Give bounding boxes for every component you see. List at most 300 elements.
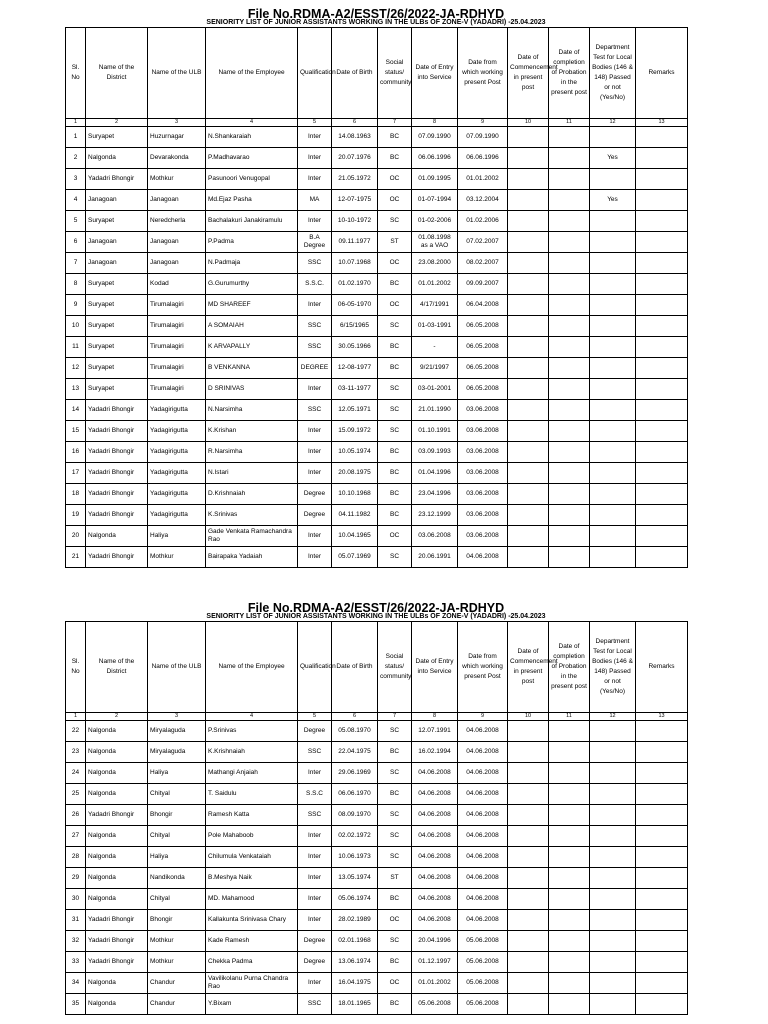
table-cell: 04.06.2008 [458,826,508,847]
column-header: Date of Birth [332,28,378,119]
table-cell: Mathangi Anjaiah [206,763,298,784]
table-cell: BC [378,442,412,463]
table-cell [549,148,590,169]
table-cell [508,994,549,1015]
table-cell: 07.02.2007 [458,232,508,253]
table-cell: 06.05.2008 [458,358,508,379]
column-header: Name of the District [86,622,148,713]
table-cell: N.Istari [206,463,298,484]
table-cell [590,232,636,253]
table-cell: 15.09.1972 [332,421,378,442]
table-cell [508,463,549,484]
table-cell: Yes [590,148,636,169]
table-cell [590,484,636,505]
table-cell: Inter [298,973,332,994]
table-cell: Md.Ejaz Pasha [206,190,298,211]
table-row [66,526,688,547]
table-cell: Bachalakuri Janakiramulu [206,211,298,232]
table-row [66,295,688,316]
table-cell: Yadagirigutta [148,421,206,442]
table-cell: 9 [66,295,86,316]
table-cell: Inter [298,547,332,568]
table-cell: BC [378,463,412,484]
table-cell: T. Saidulu [206,784,298,805]
table-cell [636,742,688,763]
column-header: Name of the ULB [148,622,206,713]
table-cell: MD SHAREEF [206,295,298,316]
table-row [66,952,688,973]
table-cell [549,253,590,274]
table-cell: Janagoan [86,190,148,211]
table-cell: Nalgonda [86,847,148,868]
table-row [66,547,688,568]
table-cell: Yadadri Bhongir [86,400,148,421]
table-cell: Chityal [148,889,206,910]
table-cell [590,973,636,994]
table-cell [636,274,688,295]
table-cell [636,169,688,190]
table-cell [590,442,636,463]
column-number: 1 [66,119,86,127]
table-cell [636,526,688,547]
table-cell: 01.01.2002 [458,169,508,190]
table-cell: 06.04.2008 [458,295,508,316]
table-cell: 18 [66,484,86,505]
table-cell: Mothkur [148,931,206,952]
table-cell: 01.10.1991 [412,421,458,442]
table-cell: 10.06.1973 [332,847,378,868]
column-number: 7 [378,713,412,721]
table-cell [590,931,636,952]
table-cell: Yes [590,190,636,211]
table-cell [549,169,590,190]
table-cell: 04.06.2008 [412,805,458,826]
table-cell [549,442,590,463]
table-cell: 05.06.2008 [458,931,508,952]
column-number: 9 [458,119,508,127]
table-cell [508,805,549,826]
table-cell: 24 [66,763,86,784]
table-cell: Degree [298,721,332,742]
table-cell [549,763,590,784]
table-cell: 23.04.1996 [412,484,458,505]
table-cell: 09.11.1977 [332,232,378,253]
table-cell: P.Padma [206,232,298,253]
table-cell: 20.07.1976 [332,148,378,169]
table-cell: 03.06.2008 [458,442,508,463]
table-cell: 01.01.2002 [412,274,458,295]
table-cell: 28 [66,847,86,868]
table-cell: Degree [298,952,332,973]
table-cell [549,910,590,931]
table-cell [549,190,590,211]
column-number-row [66,713,688,721]
table-cell: Nalgonda [86,784,148,805]
table-cell: 28.02.1989 [332,910,378,931]
table-cell [636,847,688,868]
table-cell: Haliya [148,847,206,868]
table-cell: Y.Bixam [206,994,298,1015]
table-cell: 04.06.2008 [412,889,458,910]
column-header: Date of completion of Probation in the present post [549,622,590,713]
table-cell: 01.01.2002 [412,973,458,994]
table-cell: Gade Venkata Ramachandra Rao [206,526,298,547]
table-cell [549,127,590,148]
table-cell: Miryalaguda [148,721,206,742]
table-cell: 01.04.1996 [412,463,458,484]
column-number: 13 [636,713,688,721]
table-cell: SSC [298,337,332,358]
table-cell: Inter [298,763,332,784]
table-cell [549,211,590,232]
table-cell: Suryapet [86,274,148,295]
table-cell: 7 [66,253,86,274]
table-cell: OC [378,526,412,547]
table-cell: Nalgonda [86,721,148,742]
table-cell: 04.06.2008 [458,547,508,568]
table-cell [590,316,636,337]
table-cell [590,547,636,568]
table-cell: 06.05.2008 [458,379,508,400]
table-row [66,847,688,868]
table-row [66,784,688,805]
column-number: 4 [206,119,298,127]
table-cell [590,805,636,826]
table-cell [636,316,688,337]
table-cell: 2 [66,148,86,169]
table-cell [508,505,549,526]
table-cell: 03.06.2008 [458,484,508,505]
table-cell [549,742,590,763]
table-cell [508,826,549,847]
table-cell: G.Gurumurthy [206,274,298,295]
table-cell: 12 [66,358,86,379]
table-cell [508,952,549,973]
table-row [66,379,688,400]
table-cell [508,421,549,442]
table-cell: Bhongir [148,805,206,826]
table-cell: 04.06.2008 [458,868,508,889]
table-cell [508,547,549,568]
table-cell: 03.06.2008 [458,421,508,442]
file-number-title: File No.RDMA-A2/ESST/26/2022-JA-RDHYD [247,601,505,615]
table-cell: SSC [298,994,332,1015]
table-cell: 10.07.1968 [332,253,378,274]
table-cell: SC [378,379,412,400]
column-number: 2 [86,713,148,721]
table-cell: 8 [66,274,86,295]
table-cell [508,442,549,463]
table-cell [590,127,636,148]
table-cell [636,931,688,952]
table-cell: 12.07.1991 [412,721,458,742]
table-cell [636,505,688,526]
table-cell: 03.06.2008 [458,400,508,421]
table-cell [549,547,590,568]
table-cell: 07.09.1990 [412,127,458,148]
column-number: 11 [549,713,590,721]
table-cell: 10.10.1968 [332,484,378,505]
table-cell [508,847,549,868]
table-cell: 01.02.2006 [458,211,508,232]
column-header: Date of Commencement in present post [508,28,549,119]
table-cell: 06.06.1970 [332,784,378,805]
table-cell [590,826,636,847]
table-cell: A SOMAIAH [206,316,298,337]
table-cell: Suryapet [86,127,148,148]
table-cell: N.Narsimha [206,400,298,421]
table-cell: 10.05.1974 [332,442,378,463]
table-cell [636,337,688,358]
table-cell: 03.06.2008 [412,526,458,547]
table-cell: SSC [298,805,332,826]
table-cell: 06.05.2008 [458,337,508,358]
table-cell: 03.06.2008 [458,505,508,526]
table-cell: N.Shankaraiah [206,127,298,148]
table-cell [636,889,688,910]
column-header: Department Test for Local Bodies (146 & 148) Passed or not (Yes/No) [590,28,636,119]
table-row [66,763,688,784]
table-cell: 04.06.2008 [412,826,458,847]
table-cell: 01-02-2006 [412,211,458,232]
table-cell: BC [378,784,412,805]
table-cell: Devarakonda [148,148,206,169]
page-2 [65,602,687,1015]
table-cell: 01.12.1997 [412,952,458,973]
table-cell: 06.06.1996 [458,148,508,169]
table-cell [636,421,688,442]
table-cell: 20.06.1991 [412,547,458,568]
table-cell: Yadadri Bhongir [86,421,148,442]
table-cell: - [412,337,458,358]
table-cell: Yadagirigutta [148,463,206,484]
table-cell: OC [378,190,412,211]
table-cell: 11 [66,337,86,358]
table-cell: Pole Mahaboob [206,826,298,847]
file-number-title: File No.RDMA-A2/ESST/26/2022-JA-RDHYD [247,7,505,21]
table-cell: Neredcherla [148,211,206,232]
table-row [66,274,688,295]
table-cell: SSC [298,316,332,337]
table-cell: 13 [66,379,86,400]
table-cell: BC [378,148,412,169]
table-cell: 12-07-1975 [332,190,378,211]
table-cell [636,952,688,973]
column-header: Name of the District [86,28,148,119]
table-cell [508,127,549,148]
table-cell: SC [378,400,412,421]
table-cell: Yadagirigutta [148,400,206,421]
table-cell [590,337,636,358]
table-cell: 03.12.2004 [458,190,508,211]
table-cell: 04.06.2008 [458,742,508,763]
table-cell: 30 [66,889,86,910]
table-cell: Tirumalagiri [148,358,206,379]
table-cell: 31 [66,910,86,931]
table-cell: 21 [66,547,86,568]
table-cell [508,973,549,994]
table-cell [508,274,549,295]
table-cell [590,379,636,400]
table-cell: N.Padmaja [206,253,298,274]
table-cell: Suryapet [86,358,148,379]
table-cell: Inter [298,421,332,442]
table-cell: Janagoan [148,190,206,211]
table-cell: 1 [66,127,86,148]
table-cell [508,526,549,547]
table-cell [508,742,549,763]
table-cell: 34 [66,973,86,994]
table-cell [590,505,636,526]
table-cell: Inter [298,148,332,169]
table-header-row [66,622,688,713]
table-row [66,190,688,211]
table-cell [549,952,590,973]
table-cell: 04.06.2008 [458,910,508,931]
table-cell [636,358,688,379]
table-cell [549,826,590,847]
table-row [66,211,688,232]
table-cell: Inter [298,295,332,316]
table-cell [508,148,549,169]
table-cell: 04.06.2008 [458,763,508,784]
table-cell: OC [378,253,412,274]
column-header: Date of Commencement in present post [508,622,549,713]
table-cell [636,295,688,316]
table-cell: 6/15/1965 [332,316,378,337]
table-cell [590,742,636,763]
table-cell: D SRINIVAS [206,379,298,400]
table-row [66,721,688,742]
table-cell: Nalgonda [86,148,148,169]
column-number: 13 [636,119,688,127]
column-header: Sl. No [66,622,86,713]
column-header: Date of Entry into Service [412,28,458,119]
table-cell [590,847,636,868]
table-cell: BC [378,127,412,148]
table-cell: Inter [298,868,332,889]
table-cell: SC [378,211,412,232]
table-cell: BC [378,337,412,358]
table-cell: 26 [66,805,86,826]
table-cell: SC [378,721,412,742]
table-cell [590,463,636,484]
column-number: 3 [148,119,206,127]
table-cell [508,190,549,211]
table-cell [636,484,688,505]
table-cell: K.Srinivas [206,505,298,526]
table-cell: Inter [298,847,332,868]
table-cell: Vavilikolanu Purna Chandra Rao [206,973,298,994]
table-cell: Inter [298,826,332,847]
table-cell: 9/21/1997 [412,358,458,379]
table-cell: Bairapaka Yadaiah [206,547,298,568]
table-cell: SSC [298,742,332,763]
table-cell [590,526,636,547]
table-cell: 04.11.1982 [332,505,378,526]
table-cell: Inter [298,169,332,190]
seniority-list-subtitle: SENIORITY LIST OF JUNIOR ASSISTANTS WORKING IN THE ULBs OF ZONE-V (YADADRI) -25.04.2023 [206,613,546,620]
table-cell [636,721,688,742]
table-cell: 12-08-1977 [332,358,378,379]
table-cell [590,421,636,442]
table-cell: 09.09.2007 [458,274,508,295]
table-cell: 20.08.1975 [332,463,378,484]
table-cell: SSC [298,253,332,274]
table-row [66,400,688,421]
table-cell: 04.06.2008 [412,910,458,931]
table-cell: Bhongir [148,910,206,931]
table-cell [636,211,688,232]
table-cell: 03.09.1993 [412,442,458,463]
table-cell: SC [378,805,412,826]
table-cell: SSC [298,400,332,421]
table-cell: 4/17/1991 [412,295,458,316]
table-cell: 21.01.1990 [412,400,458,421]
table-cell [590,889,636,910]
table-cell: Yadadri Bhongir [86,952,148,973]
table-cell: Tirumalagiri [148,295,206,316]
table-cell: Yadadri Bhongir [86,931,148,952]
table-cell [590,295,636,316]
table-cell [508,889,549,910]
table-cell: 07.09.1990 [458,127,508,148]
table-cell: Nalgonda [86,889,148,910]
table-cell: 33 [66,952,86,973]
column-header: Date of Birth [332,622,378,713]
table-cell [636,148,688,169]
table-cell: 18.01.1965 [332,994,378,1015]
table-cell [549,421,590,442]
table-cell [549,337,590,358]
table-cell: 3 [66,169,86,190]
table-cell: OC [378,169,412,190]
table-cell: 03-01-2001 [412,379,458,400]
table-cell: 04.06.2008 [458,721,508,742]
table-cell [549,379,590,400]
table-cell: 12.05.1971 [332,400,378,421]
column-number: 10 [508,119,549,127]
column-number: 5 [298,119,332,127]
table-cell: 05.08.1970 [332,721,378,742]
table-cell [508,169,549,190]
table-cell [549,463,590,484]
column-number: 12 [590,119,636,127]
table-cell: 06.05.2008 [458,316,508,337]
table-cell: 03-11-1977 [332,379,378,400]
table-cell [549,505,590,526]
table-cell: 30.05.1966 [332,337,378,358]
table-cell: Mothkur [148,169,206,190]
column-number: 12 [590,713,636,721]
column-header: Qualification [298,28,332,119]
seniority-table-page-1 [65,27,688,568]
table-row [66,337,688,358]
table-cell: Nalgonda [86,826,148,847]
table-cell [549,784,590,805]
table-cell: Yadadri Bhongir [86,169,148,190]
table-cell [549,973,590,994]
table-cell [508,721,549,742]
table-cell [549,721,590,742]
table-cell: P.Srinivas [206,721,298,742]
table-cell: Degree [298,931,332,952]
table-cell [508,763,549,784]
table-cell: BC [378,505,412,526]
column-number: 7 [378,119,412,127]
table-cell: Nalgonda [86,973,148,994]
table-row [66,421,688,442]
